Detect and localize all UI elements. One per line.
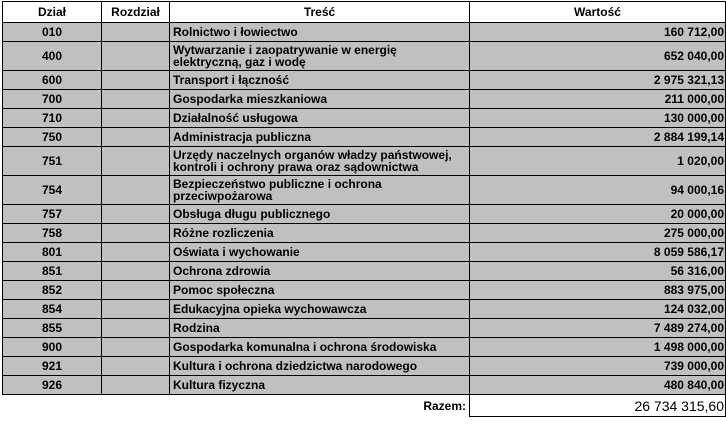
cell-dzial: 010 (3, 23, 102, 42)
cell-dzial: 921 (3, 357, 102, 376)
table-row (3, 281, 726, 300)
cell-dzial: 758 (3, 224, 102, 243)
cell-wartosc: 7 489 274,00 (470, 319, 726, 338)
cell-dzial: 750 (3, 128, 102, 147)
cell-dzial: 754 (3, 176, 102, 205)
total-row (3, 395, 726, 417)
cell-wartosc: 2 884 199,14 (470, 128, 726, 147)
cell-wartosc: 94 000,16 (470, 176, 726, 205)
table-row (3, 300, 726, 319)
total-spacer (3, 395, 102, 417)
cell-rozdzial (102, 23, 170, 42)
cell-wartosc: 739 000,00 (470, 357, 726, 376)
cell-tresc: Działalność usługowa (170, 109, 470, 128)
cell-rozdzial (102, 71, 170, 90)
table-row (3, 262, 726, 281)
cell-tresc: Kultura fizyczna (170, 376, 470, 395)
cell-dzial: 854 (3, 300, 102, 319)
cell-rozdzial (102, 281, 170, 300)
table-body (3, 23, 726, 395)
cell-rozdzial (102, 128, 170, 147)
cell-tresc: Transport i łączność (170, 71, 470, 90)
cell-rozdzial (102, 176, 170, 205)
table-row (3, 176, 726, 205)
cell-tresc: Gospodarka komunalna i ochrona środowiska (170, 338, 470, 357)
cell-rozdzial (102, 147, 170, 176)
cell-wartosc: 652 040,00 (470, 42, 726, 71)
cell-wartosc: 124 032,00 (470, 300, 726, 319)
cell-tresc: Oświata i wychowanie (170, 243, 470, 262)
cell-dzial: 801 (3, 243, 102, 262)
cell-rozdzial (102, 205, 170, 224)
cell-dzial: 851 (3, 262, 102, 281)
cell-wartosc: 130 000,00 (470, 109, 726, 128)
header-row (3, 2, 726, 23)
cell-tresc: Różne rozliczenia (170, 224, 470, 243)
table-row (3, 338, 726, 357)
cell-rozdzial (102, 338, 170, 357)
cell-tresc: Urzędy naczelnych organów władzy państwowej, kontroli i ochrony prawa oraz sądownictwa (170, 147, 470, 176)
cell-tresc: Pomoc społeczna (170, 281, 470, 300)
cell-wartosc: 160 712,00 (470, 23, 726, 42)
table-row (3, 376, 726, 395)
cell-dzial: 400 (3, 42, 102, 71)
table-row (3, 90, 726, 109)
cell-dzial: 855 (3, 319, 102, 338)
cell-tresc: Ochrona zdrowia (170, 262, 470, 281)
cell-wartosc: 275 000,00 (470, 224, 726, 243)
cell-dzial: 751 (3, 147, 102, 176)
cell-rozdzial (102, 243, 170, 262)
table-row (3, 357, 726, 376)
cell-rozdzial (102, 262, 170, 281)
table-row (3, 243, 726, 262)
cell-tresc: Gospodarka mieszkaniowa (170, 90, 470, 109)
header-dzial: Dział (3, 2, 102, 23)
header-wartosc: Wartość (470, 2, 726, 23)
cell-wartosc: 211 000,00 (470, 90, 726, 109)
table-row (3, 319, 726, 338)
cell-wartosc: 1 020,00 (470, 147, 726, 176)
cell-tresc: Obsługa długu publicznego (170, 205, 470, 224)
cell-dzial: 700 (3, 90, 102, 109)
cell-rozdzial (102, 109, 170, 128)
cell-wartosc: 1 498 000,00 (470, 338, 726, 357)
cell-dzial: 852 (3, 281, 102, 300)
cell-wartosc: 56 316,00 (470, 262, 726, 281)
cell-dzial: 600 (3, 71, 102, 90)
cell-wartosc: 8 059 586,17 (470, 243, 726, 262)
table-row (3, 42, 726, 71)
table-row (3, 128, 726, 147)
cell-rozdzial (102, 357, 170, 376)
table-row (3, 71, 726, 90)
cell-tresc: Bezpieczeństwo publiczne i ochrona przeciwpożarowa (170, 176, 470, 205)
cell-dzial: 710 (3, 109, 102, 128)
cell-tresc: Administracja publiczna (170, 128, 470, 147)
total-value: 26 734 315,60 (470, 395, 726, 417)
header-tresc: Treść (170, 2, 470, 23)
cell-rozdzial (102, 300, 170, 319)
cell-dzial: 926 (3, 376, 102, 395)
table-row (3, 224, 726, 243)
table-row (3, 205, 726, 224)
cell-wartosc: 883 975,00 (470, 281, 726, 300)
cell-tresc: Rolnictwo i łowiectwo (170, 23, 470, 42)
cell-rozdzial (102, 224, 170, 243)
cell-wartosc: 480 840,00 (470, 376, 726, 395)
cell-rozdzial (102, 42, 170, 71)
cell-tresc: Rodzina (170, 319, 470, 338)
cell-tresc: Edukacyjna opieka wychowawcza (170, 300, 470, 319)
total-label: Razem: (170, 395, 470, 417)
cell-tresc: Kultura i ochrona dziedzictwa narodowego (170, 357, 470, 376)
cell-wartosc: 2 975 321,13 (470, 71, 726, 90)
header-rozdzial: Rozdział (102, 2, 170, 23)
cell-dzial: 900 (3, 338, 102, 357)
total-spacer (102, 395, 170, 417)
cell-rozdzial (102, 319, 170, 338)
cell-wartosc: 20 000,00 (470, 205, 726, 224)
cell-tresc: Wytwarzanie i zaopatrywanie w energię elektryczną, gaz i wodę (170, 42, 470, 71)
cell-dzial: 757 (3, 205, 102, 224)
table-row (3, 147, 726, 176)
cell-rozdzial (102, 376, 170, 395)
budget-table (2, 1, 726, 417)
cell-rozdzial (102, 90, 170, 109)
table-row (3, 23, 726, 42)
table-row (3, 109, 726, 128)
